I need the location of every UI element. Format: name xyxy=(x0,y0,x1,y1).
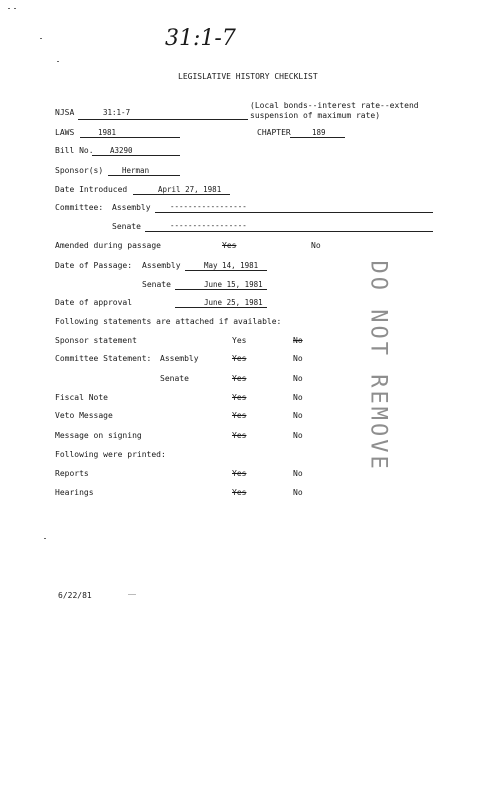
committee-statement-label: Committee Statement: xyxy=(55,354,152,363)
document-title: LEGISLATIVE HISTORY CHECKLIST xyxy=(178,72,318,81)
approval-label: Date of approval xyxy=(55,298,133,307)
approval-value: June 25, 1981 xyxy=(204,298,263,307)
veto-message-yes: Yes xyxy=(232,411,247,420)
laws-value: 1981 xyxy=(98,128,117,137)
chapter-value: 189 xyxy=(312,128,326,137)
scan-speck xyxy=(57,61,59,62)
sponsor-underline xyxy=(108,175,180,176)
date-introduced-value: April 27, 1981 xyxy=(158,185,222,194)
approval-underline xyxy=(175,307,267,308)
committee-statement-assembly-yes: Yes xyxy=(232,354,247,363)
njsa-underline xyxy=(78,119,248,120)
hearings-label: Hearings xyxy=(55,488,94,497)
hearings-no: No xyxy=(293,488,303,497)
veto-message-no: No xyxy=(293,411,303,420)
committee-senate-underline xyxy=(145,231,433,232)
amended-label: Amended during passage xyxy=(55,241,161,250)
bill-number-label: Bill No. xyxy=(55,146,94,155)
scan-speck xyxy=(40,38,42,39)
reports-yes: Yes xyxy=(232,469,247,478)
chapter-underline xyxy=(290,137,345,138)
sponsor-statement-label: Sponsor statement xyxy=(55,336,137,345)
bill-description: (Local bonds--interest rate--extend suspension of maximum rate) xyxy=(250,101,419,120)
passage-assembly-underline xyxy=(185,270,267,271)
scan-speck xyxy=(8,8,10,9)
passage-assembly-label: Assembly xyxy=(142,261,181,270)
hearings-yes: Yes xyxy=(232,488,247,497)
signing-message-no: No xyxy=(293,431,303,440)
footer-date: 6/22/81 xyxy=(58,591,92,600)
signing-message-yes: Yes xyxy=(232,431,247,440)
fiscal-note-no: No xyxy=(293,393,303,402)
committee-assembly-underline xyxy=(155,212,433,213)
passage-label: Date of Passage: xyxy=(55,261,133,270)
committee-statement-assembly-no: No xyxy=(293,354,303,363)
chapter-label: CHAPTER xyxy=(257,128,291,137)
signing-message-label: Message on signing xyxy=(55,431,142,440)
committee-assembly-label: Assembly xyxy=(112,203,151,212)
sponsor-statement-no: No xyxy=(293,336,303,345)
bill-number-underline xyxy=(92,155,180,156)
fiscal-note-label: Fiscal Note xyxy=(55,393,108,402)
do-not-remove-stamp: DO NOT REMOVE xyxy=(365,260,391,472)
passage-senate-value: June 15, 1981 xyxy=(204,280,263,289)
laws-label: LAWS xyxy=(55,128,75,137)
date-introduced-underline xyxy=(133,194,230,195)
committee-statement-senate-label: Senate xyxy=(160,374,189,383)
sponsor-label: Sponsor(s) xyxy=(55,166,104,175)
amended-yes: Yes xyxy=(222,241,237,250)
committee-statement-assembly-label: Assembly xyxy=(160,354,199,363)
bill-number-value: A3290 xyxy=(110,146,133,155)
laws-underline xyxy=(80,137,180,138)
njsa-value: 31:1-7 xyxy=(103,108,131,117)
passage-assembly-value: May 14, 1981 xyxy=(204,261,259,270)
committee-senate-label: Senate xyxy=(112,222,141,231)
scan-speck xyxy=(44,538,46,539)
committee-senate-value: ----------------- xyxy=(170,221,247,230)
scan-speck xyxy=(14,8,16,9)
committee-statement-senate-yes: Yes xyxy=(232,374,247,383)
committee-label: Committee: xyxy=(55,203,104,212)
njsa-label: NJSA xyxy=(55,108,75,117)
committee-statement-senate-no: No xyxy=(293,374,303,383)
scan-speck xyxy=(128,594,136,595)
reports-label: Reports xyxy=(55,469,89,478)
sponsor-statement-yes: Yes xyxy=(232,336,247,345)
veto-message-label: Veto Message xyxy=(55,411,113,420)
date-introduced-label: Date Introduced xyxy=(55,185,128,194)
sponsor-value: Herman xyxy=(122,166,150,175)
printed-heading: Following were printed: xyxy=(55,450,166,459)
fiscal-note-yes: Yes xyxy=(232,393,247,402)
attached-heading: Following statements are attached if available: xyxy=(55,317,282,326)
amended-no: No xyxy=(311,241,321,250)
handwritten-law-number: 31:1-7 xyxy=(165,26,236,51)
passage-senate-underline xyxy=(175,289,267,290)
committee-assembly-value: ----------------- xyxy=(170,202,247,211)
reports-no: No xyxy=(293,469,303,478)
passage-senate-label: Senate xyxy=(142,280,171,289)
